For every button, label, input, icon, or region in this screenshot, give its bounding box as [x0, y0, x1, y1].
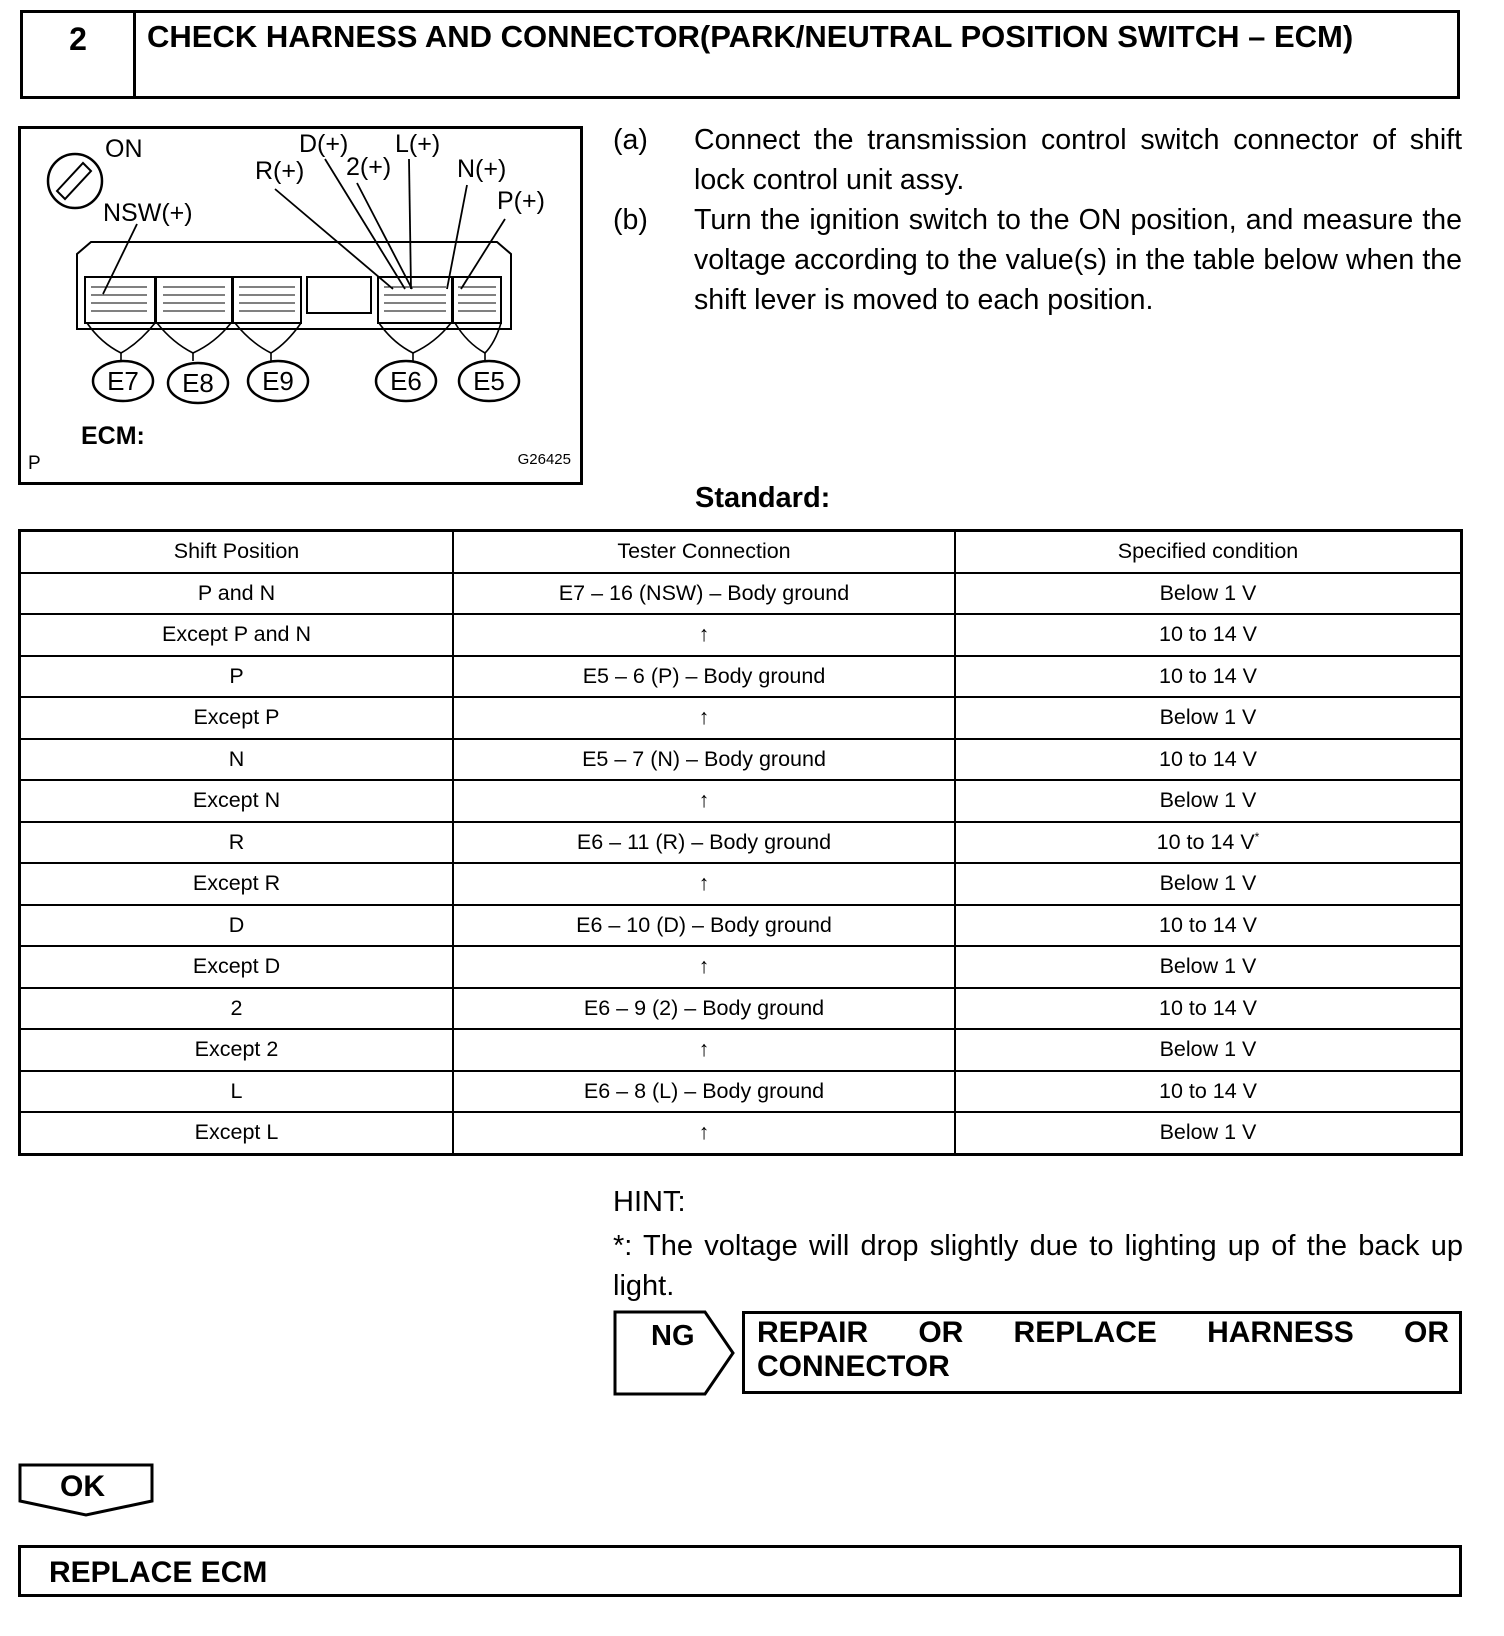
table-row: [20, 1112, 1462, 1154]
cell-spec: Below 1 V: [955, 573, 1462, 615]
cell-shift: Except D: [20, 946, 454, 988]
cell-shift: Except P: [20, 697, 454, 739]
nsw-label: NSW(+): [103, 199, 193, 227]
ecm-label: ECM:: [81, 422, 145, 450]
cell-tester: ↑: [453, 946, 955, 988]
table-row: [20, 697, 1462, 739]
hint-title: HINT:: [613, 1186, 686, 1218]
cell-shift: Except P and N: [20, 614, 454, 656]
cell-spec: 10 to 14 V: [955, 905, 1462, 947]
step-header: [20, 10, 1460, 99]
cell-spec: Below 1 V: [955, 780, 1462, 822]
table-row: [20, 946, 1462, 988]
connector-e9: E9: [262, 366, 294, 396]
cell-spec-value: 10 to 14 V: [1156, 829, 1255, 854]
table-row: [20, 573, 1462, 615]
cell-tester: E6 – 9 (2) – Body ground: [453, 988, 955, 1030]
corner-mark: P: [28, 453, 41, 474]
cell-spec: 10 to 14 V: [955, 656, 1462, 698]
step-number: 2: [23, 13, 136, 96]
figure-code: G26425: [517, 451, 571, 468]
cell-tester: E7 – 16 (NSW) – Body ground: [453, 573, 955, 615]
header-tester-connection: Tester Connection: [453, 531, 955, 573]
cell-tester: ↑: [453, 1112, 955, 1154]
ok-label: OK: [60, 1470, 105, 1503]
d-label: D(+): [299, 130, 349, 158]
step-title: CHECK HARNESS AND CONNECTOR(PARK/NEUTRAL POSITION SWITCH – ECM): [147, 19, 1354, 54]
step-a-label: (a): [613, 124, 648, 156]
cell-spec: Below 1 V: [955, 946, 1462, 988]
ecm-body: [77, 242, 511, 329]
ecm-diagram: [21, 129, 580, 482]
connector-e8: E8: [182, 368, 214, 398]
hint-note: *: The voltage will drop slightly due to lighting up of the back up light.: [613, 1230, 1463, 1302]
table-row: [20, 988, 1462, 1030]
ecm-connector-figure: [18, 126, 583, 485]
table-row: [20, 1071, 1462, 1113]
cell-spec: Below 1 V: [955, 863, 1462, 905]
table-row: [20, 822, 1462, 864]
n-label: N(+): [457, 155, 507, 183]
connector-e5: E5: [473, 366, 505, 396]
cell-spec: [955, 822, 1462, 864]
cell-tester: E5 – 7 (N) – Body ground: [453, 739, 955, 781]
cell-shift: R: [20, 822, 454, 864]
cell-shift: Except 2: [20, 1029, 454, 1071]
standard-label: Standard:: [695, 482, 831, 514]
cell-tester: ↑: [453, 697, 955, 739]
cell-shift: Except N: [20, 780, 454, 822]
cell-shift: 2: [20, 988, 454, 1030]
table-row: [20, 905, 1462, 947]
cell-shift: P: [20, 656, 454, 698]
two-label: 2(+): [346, 153, 392, 181]
cell-tester: E6 – 11 (R) – Body ground: [453, 822, 955, 864]
cell-shift: Except R: [20, 863, 454, 905]
standard-table: [18, 529, 1463, 1156]
p-label: P(+): [497, 187, 545, 215]
ng-action-line2: CONNECTOR: [757, 1350, 950, 1383]
cell-tester: E6 – 8 (L) – Body ground: [453, 1071, 955, 1113]
cell-tester: ↑: [453, 614, 955, 656]
cell-tester: E5 – 6 (P) – Body ground: [453, 656, 955, 698]
cell-spec: 10 to 14 V: [955, 739, 1462, 781]
cell-spec: 10 to 14 V: [955, 988, 1462, 1030]
ng-action-line1: REPAIR OR REPLACE HARNESS OR: [757, 1316, 1449, 1349]
cell-shift: P and N: [20, 573, 454, 615]
table-header-row: [20, 531, 1462, 573]
ng-action-box: [742, 1311, 1462, 1394]
table-row: [20, 614, 1462, 656]
ignition-key-icon: [48, 154, 102, 208]
cell-spec: 10 to 14 V: [955, 614, 1462, 656]
l-label: L(+): [395, 130, 441, 158]
ok-action-text: REPLACE ECM: [49, 1556, 268, 1589]
cell-shift: L: [20, 1071, 454, 1113]
step-b-label: (b): [613, 204, 648, 236]
step-a-text: Connect the transmission control switch connector of shift lock control unit assy.: [694, 124, 1462, 196]
connector-e6: E6: [390, 366, 422, 396]
table-row: [20, 739, 1462, 781]
table-row: [20, 780, 1462, 822]
cell-tester: ↑: [453, 1029, 955, 1071]
connector-e7: E7: [107, 366, 139, 396]
table-row: [20, 863, 1462, 905]
cell-tester: ↑: [453, 780, 955, 822]
table-row: [20, 1029, 1462, 1071]
cell-shift: D: [20, 905, 454, 947]
header-shift-position: Shift Position: [20, 531, 454, 573]
cell-shift: N: [20, 739, 454, 781]
cell-spec: 10 to 14 V: [955, 1071, 1462, 1113]
cell-spec: Below 1 V: [955, 1112, 1462, 1154]
cell-spec: Below 1 V: [955, 697, 1462, 739]
ok-action-box: [18, 1545, 1462, 1597]
cell-tester: E6 – 10 (D) – Body ground: [453, 905, 955, 947]
r-label: R(+): [255, 157, 305, 185]
cell-shift: Except L: [20, 1112, 454, 1154]
connector-labels: [93, 361, 519, 403]
cell-spec: Below 1 V: [955, 1029, 1462, 1071]
cell-tester: ↑: [453, 863, 955, 905]
step-b-text: Turn the ignition switch to the ON position, and measure the voltage according to the value(s) in the table below when the shift lever is moved to each position.: [694, 204, 1462, 316]
ignition-on-label: ON: [105, 135, 143, 163]
header-specified-condition: Specified condition: [955, 531, 1462, 573]
footnote-mark: *: [1254, 829, 1260, 844]
ng-label: NG: [651, 1320, 695, 1352]
table-row: [20, 656, 1462, 698]
